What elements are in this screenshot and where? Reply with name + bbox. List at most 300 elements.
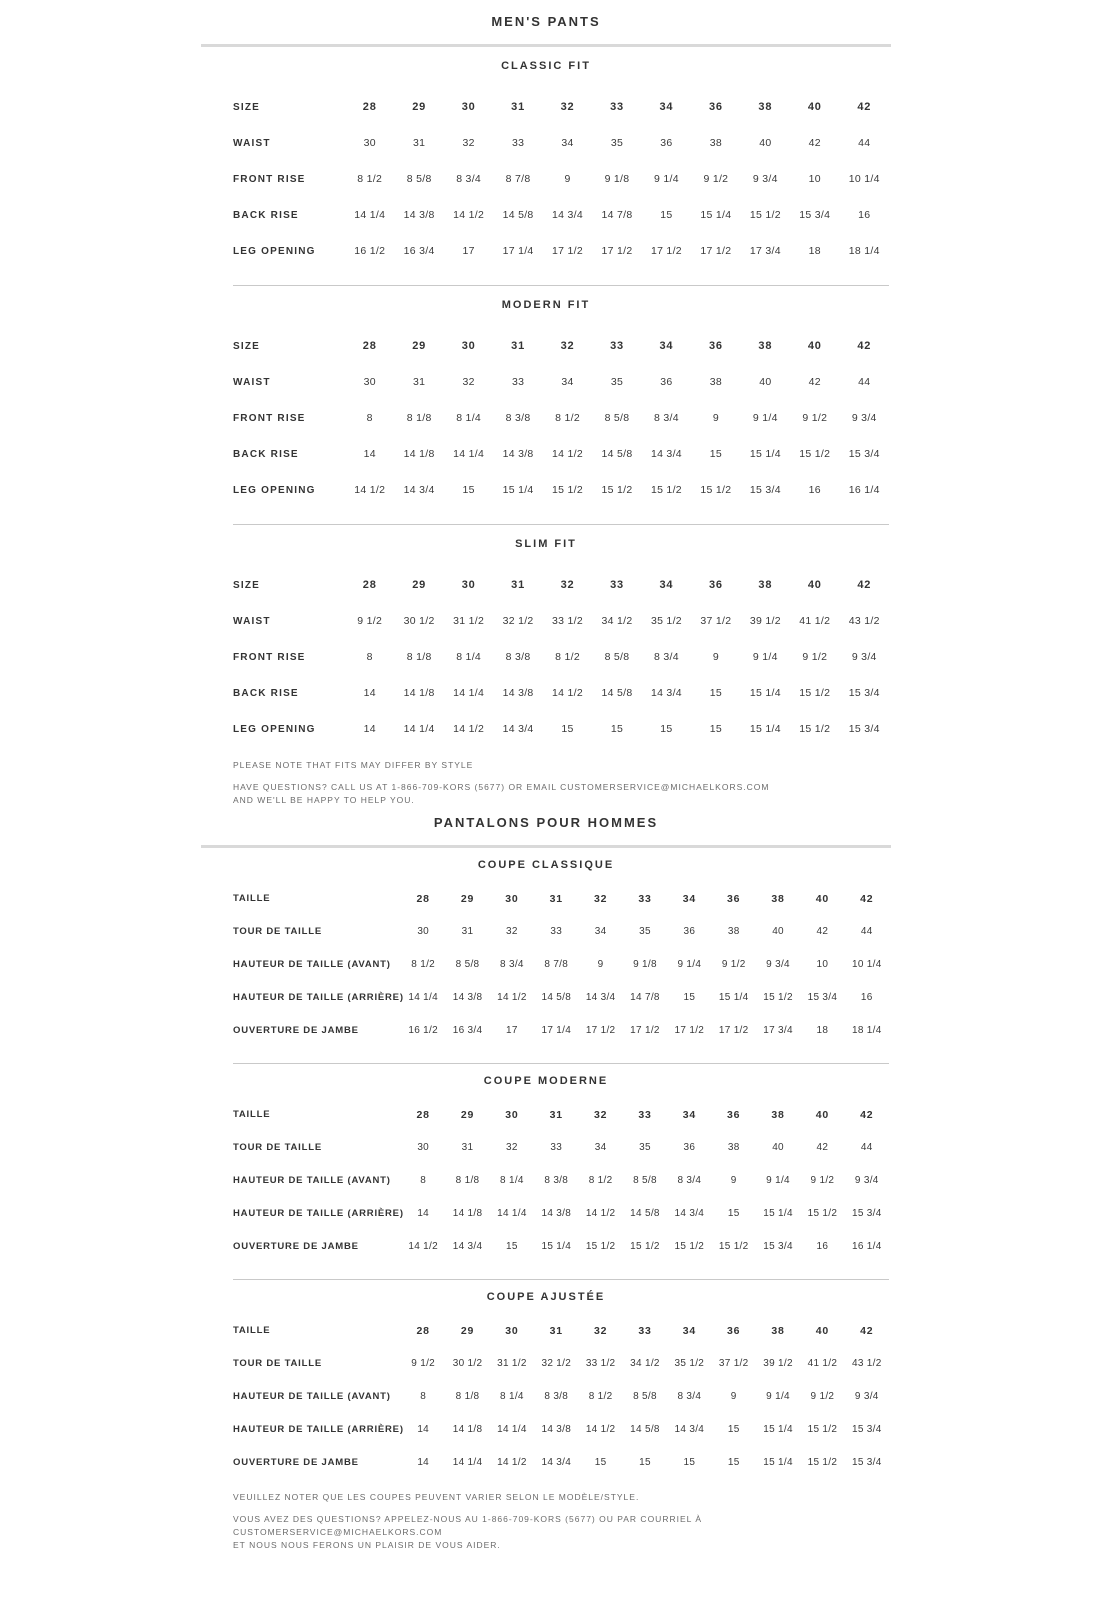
size-value: 14 5/8 <box>630 1208 660 1219</box>
size-value: 31 <box>511 101 525 113</box>
size-value: 32 <box>593 1324 608 1337</box>
size-value: 34 <box>659 101 674 113</box>
size-value: 14 1/2 <box>497 1457 527 1468</box>
size-value: 30 1/2 <box>452 1358 483 1369</box>
size-value: 32 <box>462 376 475 388</box>
size-value: 15 1/2 <box>799 687 831 699</box>
size-value: 17 1/2 <box>601 245 633 257</box>
size-value: 8 1/4 <box>500 1391 524 1402</box>
size-value: 15 <box>727 1424 740 1435</box>
row-label: WAIST <box>233 137 271 149</box>
size-value: 9 1/4 <box>752 651 778 663</box>
size-value: 32 <box>462 137 475 149</box>
size-value: 29 <box>460 1324 475 1337</box>
size-value: 9 3/4 <box>851 412 877 424</box>
size-value: 8 7/8 <box>544 959 569 970</box>
size-value: 30 <box>505 1324 519 1337</box>
size-value: 15 1/4 <box>749 448 781 460</box>
size-value: 14 1/4 <box>403 723 435 735</box>
size-value: 34 <box>659 579 674 591</box>
size-value: 33 <box>610 340 624 352</box>
row-label: TOUR DE TAILLE <box>233 1358 322 1369</box>
size-value: 35 1/2 <box>674 1358 705 1369</box>
size-value: 42 <box>808 137 821 149</box>
size-value: 15 3/4 <box>851 1457 882 1468</box>
row-label: HAUTEUR DE TAILLE (AVANT) <box>233 1391 391 1402</box>
size-value: 32 <box>560 340 575 352</box>
size-value: 10 <box>816 959 829 970</box>
size-value: 32 <box>506 1142 518 1153</box>
size-value: 31 <box>511 579 525 591</box>
row-label: OUVERTURE DE JAMBE <box>233 1457 359 1468</box>
size-value: 8 3/4 <box>654 651 679 663</box>
fit-title: COUPE MODERNE <box>483 1075 609 1087</box>
size-value: 8 <box>366 412 373 424</box>
size-value: 14 <box>417 1457 430 1468</box>
size-value: 30 1/2 <box>403 615 435 627</box>
size-value: 8 1/8 <box>406 412 432 424</box>
size-value: 17 <box>462 245 475 257</box>
size-value: 15 1/2 <box>700 484 732 496</box>
size-value: 34 <box>682 1324 696 1337</box>
size-value: 9 <box>712 412 719 424</box>
size-value: 8 1/8 <box>406 651 432 663</box>
size-value: 15 1/2 <box>674 1241 705 1252</box>
table-row <box>233 472 889 508</box>
size-value: 42 <box>808 376 821 388</box>
size-value: 17 1/2 <box>650 245 682 257</box>
size-value: 34 1/2 <box>630 1358 660 1369</box>
size-value: 15 1/2 <box>601 484 633 496</box>
size-value: 14 3/8 <box>541 1424 572 1435</box>
size-value: 15 <box>594 1457 607 1468</box>
size-value: 8 5/8 <box>633 1175 657 1186</box>
row-label: LEG OPENING <box>233 484 316 496</box>
size-value: 31 <box>461 926 474 937</box>
size-value: 8 3/4 <box>654 412 679 424</box>
row-label: BACK RISE <box>233 209 299 221</box>
size-value: 34 <box>682 1108 696 1121</box>
size-value: 15 3/4 <box>807 992 838 1003</box>
size-value: 9 3/4 <box>854 1175 879 1186</box>
size-value: 9 1/2 <box>802 651 828 663</box>
size-value: 9 3/4 <box>766 959 790 970</box>
table-row <box>233 882 889 915</box>
size-value: 17 1/2 <box>718 1025 749 1036</box>
size-value: 30 <box>417 926 430 937</box>
size-value: 8 1/2 <box>555 651 580 663</box>
table-row <box>233 915 889 948</box>
row-label: BACK RISE <box>233 687 299 699</box>
size-value: 15 1/4 <box>763 1424 793 1435</box>
size-value: 14 <box>417 1424 430 1435</box>
size-value: 15 <box>462 484 475 496</box>
size-value: 14 1/4 <box>452 1457 483 1468</box>
fit-title: COUPE AJUSTÉE <box>486 1291 606 1303</box>
size-value: 36 <box>708 579 723 591</box>
size-value: 8 3/4 <box>677 1175 702 1186</box>
size-value: 9 1/2 <box>802 412 828 424</box>
row-label: WAIST <box>233 615 271 627</box>
size-value: 35 <box>639 1142 651 1153</box>
size-value: 14 1/2 <box>354 484 386 496</box>
size-value: 31 <box>461 1142 474 1153</box>
size-value: 14 1/8 <box>452 1208 483 1219</box>
size-value: 28 <box>362 101 377 113</box>
size-value: 33 1/2 <box>552 615 584 627</box>
size-value: 37 1/2 <box>700 615 732 627</box>
table-row <box>233 603 889 639</box>
size-value: 16 <box>858 209 871 221</box>
size-value: 31 <box>413 376 426 388</box>
size-value: 32 <box>593 1108 608 1121</box>
table-row <box>233 675 889 711</box>
size-value: 32 1/2 <box>502 615 534 627</box>
size-value: 36 <box>727 1324 741 1337</box>
size-value: 17 1/4 <box>502 245 534 257</box>
size-value: 35 <box>610 137 624 149</box>
size-value: 33 <box>610 101 624 113</box>
size-chart-page <box>201 0 891 1552</box>
row-label: LEG OPENING <box>233 245 316 257</box>
size-value: 17 1/2 <box>630 1025 660 1036</box>
size-value: 36 <box>660 137 673 149</box>
size-value: 8 3/4 <box>456 173 482 185</box>
size-value: 18 1/4 <box>848 245 880 257</box>
row-label: FRONT RISE <box>233 651 306 663</box>
size-value: 15 <box>660 209 673 221</box>
size-value: 14 1/2 <box>453 209 485 221</box>
size-value: 40 <box>772 926 784 937</box>
size-value: 14 1/4 <box>453 448 485 460</box>
size-value: 16 1/2 <box>408 1025 438 1036</box>
size-value: 9 <box>597 959 604 970</box>
size-value: 38 <box>771 1108 785 1121</box>
size-value: 44 <box>858 376 871 388</box>
table-row <box>233 1164 889 1197</box>
size-value: 17 1/2 <box>585 1025 616 1036</box>
size-value: 41 1/2 <box>807 1358 838 1369</box>
size-value: 14 3/4 <box>585 992 616 1003</box>
table-row <box>233 233 889 269</box>
size-value: 38 <box>758 340 773 352</box>
size-value: 15 1/2 <box>763 992 793 1003</box>
size-value: 15 1/4 <box>541 1241 572 1252</box>
size-value: 40 <box>815 1324 830 1337</box>
table-row <box>233 1413 889 1446</box>
size-value: 15 <box>660 723 673 735</box>
size-value: 14 <box>363 687 376 699</box>
size-value: 8 3/8 <box>544 1391 569 1402</box>
size-value: 8 1/8 <box>455 1391 480 1402</box>
size-value: 14 3/4 <box>502 723 534 735</box>
page-title-english: MEN'S PANTS <box>491 14 601 29</box>
size-value: 40 <box>807 101 822 113</box>
size-value: 8 5/8 <box>406 173 432 185</box>
row-label: FRONT RISE <box>233 412 306 424</box>
size-value: 35 <box>610 376 624 388</box>
size-value: 34 <box>594 1142 607 1153</box>
size-value: 42 <box>860 892 874 905</box>
size-value: 31 <box>549 892 563 905</box>
size-value: 15 1/4 <box>749 723 781 735</box>
size-value: 35 <box>639 926 651 937</box>
size-value: 15 1/4 <box>763 1208 793 1219</box>
size-value: 9 <box>730 1175 737 1186</box>
size-value: 8 3/8 <box>505 412 531 424</box>
size-value: 8 3/4 <box>500 959 524 970</box>
size-value: 9 1/2 <box>810 1175 835 1186</box>
size-value: 15 <box>727 1208 740 1219</box>
size-value: 9 1/2 <box>357 615 383 627</box>
size-value: 15 1/2 <box>630 1241 660 1252</box>
size-value: 14 3/8 <box>502 687 534 699</box>
size-value: 14 1/4 <box>497 1424 527 1435</box>
size-value: 40 <box>759 137 772 149</box>
size-value: 17 1/2 <box>552 245 584 257</box>
size-value: 9 3/4 <box>851 651 877 663</box>
size-value: 14 1/8 <box>403 687 435 699</box>
size-value: 14 3/8 <box>403 209 435 221</box>
size-value: 14 3/4 <box>650 687 682 699</box>
size-value: 9 1/2 <box>411 1358 436 1369</box>
size-value: 15 1/4 <box>763 1457 793 1468</box>
row-label: FRONT RISE <box>233 173 306 185</box>
size-value: 9 1/8 <box>604 173 630 185</box>
size-value: 44 <box>860 926 873 937</box>
row-label: SIZE <box>233 579 261 591</box>
size-value: 17 3/4 <box>749 245 781 257</box>
size-value: 15 <box>683 992 696 1003</box>
size-value: 33 <box>610 579 624 591</box>
size-value: 15 3/4 <box>851 1424 882 1435</box>
fit-title: SLIM FIT <box>515 538 577 550</box>
size-value: 38 <box>758 579 773 591</box>
size-value: 14 1/2 <box>497 992 527 1003</box>
size-value: 44 <box>858 137 871 149</box>
size-value: 14 1/2 <box>552 448 584 460</box>
size-value: 15 3/4 <box>848 687 880 699</box>
size-value: 15 1/4 <box>718 992 749 1003</box>
size-value: 15 <box>610 723 624 735</box>
size-value: 34 <box>594 926 607 937</box>
header-divider <box>201 44 891 47</box>
size-value: 14 3/4 <box>403 484 435 496</box>
size-value: 30 <box>363 376 376 388</box>
table-row <box>233 567 889 603</box>
table-row <box>233 1314 889 1347</box>
size-value: 36 <box>708 101 723 113</box>
size-value: 28 <box>362 340 377 352</box>
size-value: 30 <box>417 1142 430 1153</box>
size-value: 15 1/2 <box>552 484 584 496</box>
size-value: 14 7/8 <box>630 992 660 1003</box>
size-value: 40 <box>807 579 822 591</box>
size-value: 28 <box>416 1324 430 1337</box>
table-row <box>233 400 889 436</box>
size-value: 37 1/2 <box>718 1358 749 1369</box>
size-value: 28 <box>362 579 377 591</box>
table-row <box>233 1380 889 1413</box>
row-label: TOUR DE TAILLE <box>233 926 322 937</box>
size-value: 15 1/2 <box>749 209 781 221</box>
size-value: 29 <box>412 101 427 113</box>
size-value: 29 <box>412 579 427 591</box>
size-value: 40 <box>772 1142 784 1153</box>
size-value: 28 <box>416 1108 430 1121</box>
table-row <box>233 1197 889 1230</box>
size-value: 9 1/4 <box>766 1391 790 1402</box>
size-value: 41 1/2 <box>799 615 831 627</box>
size-value: 8 1/4 <box>456 651 482 663</box>
table-row <box>233 364 889 400</box>
table-row <box>233 1230 889 1263</box>
size-value: 31 <box>511 340 525 352</box>
size-value: 16 <box>816 1241 829 1252</box>
size-value: 34 <box>682 892 696 905</box>
size-value: 14 5/8 <box>630 1424 660 1435</box>
size-value: 8 <box>420 1391 427 1402</box>
size-table <box>233 1314 889 1479</box>
note-fit-disclaimer-fr: VEUILLEZ NOTER QUE LES COUPES PEUVENT VARIER SELON LE MODÈLE/STYLE. <box>233 1492 640 1502</box>
size-value: 34 1/2 <box>601 615 633 627</box>
size-value: 18 1/4 <box>851 1025 882 1036</box>
size-value: 31 <box>549 1108 563 1121</box>
size-value: 31 <box>413 137 426 149</box>
size-value: 36 <box>683 926 696 937</box>
size-value: 33 <box>638 1324 652 1337</box>
size-value: 30 <box>461 340 476 352</box>
table-row <box>233 89 889 125</box>
size-value: 9 <box>712 651 719 663</box>
size-value: 36 <box>708 340 723 352</box>
size-value: 9 1/4 <box>752 412 778 424</box>
note-contact-line1: HAVE QUESTIONS? CALL US AT 1-866-709-KORS (5677) OR EMAIL CUSTOMERSERVICE@MICHAELKORS.COM <box>233 782 770 792</box>
size-value: 14 5/8 <box>601 687 633 699</box>
size-value: 42 <box>857 579 872 591</box>
size-value: 35 1/2 <box>650 615 682 627</box>
size-value: 9 1/2 <box>721 959 746 970</box>
size-value: 14 3/4 <box>541 1457 572 1468</box>
table-row <box>233 711 889 747</box>
size-value: 14 <box>363 723 376 735</box>
size-value: 33 <box>511 376 525 388</box>
size-value: 29 <box>460 892 475 905</box>
size-value: 9 1/4 <box>766 1175 790 1186</box>
size-value: 33 <box>511 137 525 149</box>
size-value: 9 3/4 <box>752 173 778 185</box>
size-value: 15 1/2 <box>807 1424 838 1435</box>
size-value: 9 1/2 <box>810 1391 835 1402</box>
row-label: HAUTEUR DE TAILLE (AVANT) <box>233 1175 391 1186</box>
size-value: 40 <box>759 376 772 388</box>
size-value: 15 3/4 <box>763 1241 793 1252</box>
size-value: 28 <box>416 892 430 905</box>
size-value: 38 <box>727 926 740 937</box>
table-row <box>233 436 889 472</box>
table-row <box>233 981 889 1014</box>
size-value: 14 1/4 <box>354 209 386 221</box>
size-value: 10 1/4 <box>848 173 880 185</box>
row-label: TAILLE <box>233 1325 271 1336</box>
row-label: TAILLE <box>233 893 271 904</box>
size-value: 8 1/8 <box>455 1175 480 1186</box>
size-value: 14 3/8 <box>541 1208 572 1219</box>
table-row <box>233 1446 889 1479</box>
size-value: 38 <box>771 892 785 905</box>
table-row <box>233 125 889 161</box>
size-value: 17 1/2 <box>700 245 732 257</box>
size-value: 42 <box>860 1324 874 1337</box>
size-value: 36 <box>727 892 741 905</box>
size-value: 9 <box>730 1391 737 1402</box>
size-value: 14 3/4 <box>650 448 682 460</box>
size-value: 30 <box>505 892 519 905</box>
size-value: 18 <box>816 1025 829 1036</box>
size-value: 14 5/8 <box>601 448 633 460</box>
size-value: 14 7/8 <box>601 209 633 221</box>
size-value: 38 <box>709 137 723 149</box>
size-value: 15 <box>709 687 723 699</box>
size-value: 40 <box>815 892 830 905</box>
size-value: 30 <box>461 101 476 113</box>
table-row <box>233 1347 889 1380</box>
size-value: 34 <box>561 376 574 388</box>
size-value: 8 1/4 <box>500 1175 524 1186</box>
size-value: 8 1/4 <box>456 412 482 424</box>
size-value: 16 1/4 <box>848 484 880 496</box>
row-label: SIZE <box>233 101 261 113</box>
size-value: 8 7/8 <box>505 173 531 185</box>
size-value: 29 <box>460 1108 475 1121</box>
row-label: TOUR DE TAILLE <box>233 1142 322 1153</box>
table-divider <box>233 285 889 286</box>
row-label: WAIST <box>233 376 271 388</box>
size-value: 17 <box>506 1025 518 1036</box>
size-table <box>233 567 889 747</box>
table-row <box>233 197 889 233</box>
french-tables <box>201 858 891 1479</box>
size-value: 9 <box>564 173 571 185</box>
size-value: 38 <box>771 1324 785 1337</box>
size-value: 8 3/8 <box>505 651 531 663</box>
note-fit-disclaimer: PLEASE NOTE THAT FITS MAY DIFFER BY STYLE <box>233 760 474 770</box>
size-value: 14 1/4 <box>497 1208 527 1219</box>
size-value: 15 3/4 <box>749 484 781 496</box>
size-value: 15 3/4 <box>851 1208 882 1219</box>
row-label: OUVERTURE DE JAMBE <box>233 1025 359 1036</box>
size-value: 15 3/4 <box>799 209 831 221</box>
size-value: 14 1/2 <box>585 1208 616 1219</box>
size-value: 15 1/2 <box>585 1241 616 1252</box>
size-value: 29 <box>412 340 427 352</box>
size-value: 14 1/8 <box>452 1424 483 1435</box>
size-value: 34 <box>561 137 574 149</box>
size-value: 14 <box>363 448 376 460</box>
row-label: OUVERTURE DE JAMBE <box>233 1241 359 1252</box>
size-table <box>233 89 889 269</box>
size-value: 43 1/2 <box>851 1358 882 1369</box>
size-value: 8 1/2 <box>411 959 436 970</box>
fit-title: MODERN FIT <box>501 299 591 311</box>
size-value: 16 3/4 <box>452 1025 483 1036</box>
size-value: 10 1/4 <box>851 959 882 970</box>
size-value: 8 3/4 <box>677 1391 702 1402</box>
size-table <box>233 1098 889 1263</box>
size-value: 33 <box>638 1108 652 1121</box>
size-value: 8 1/2 <box>588 1175 613 1186</box>
size-value: 38 <box>727 1142 740 1153</box>
